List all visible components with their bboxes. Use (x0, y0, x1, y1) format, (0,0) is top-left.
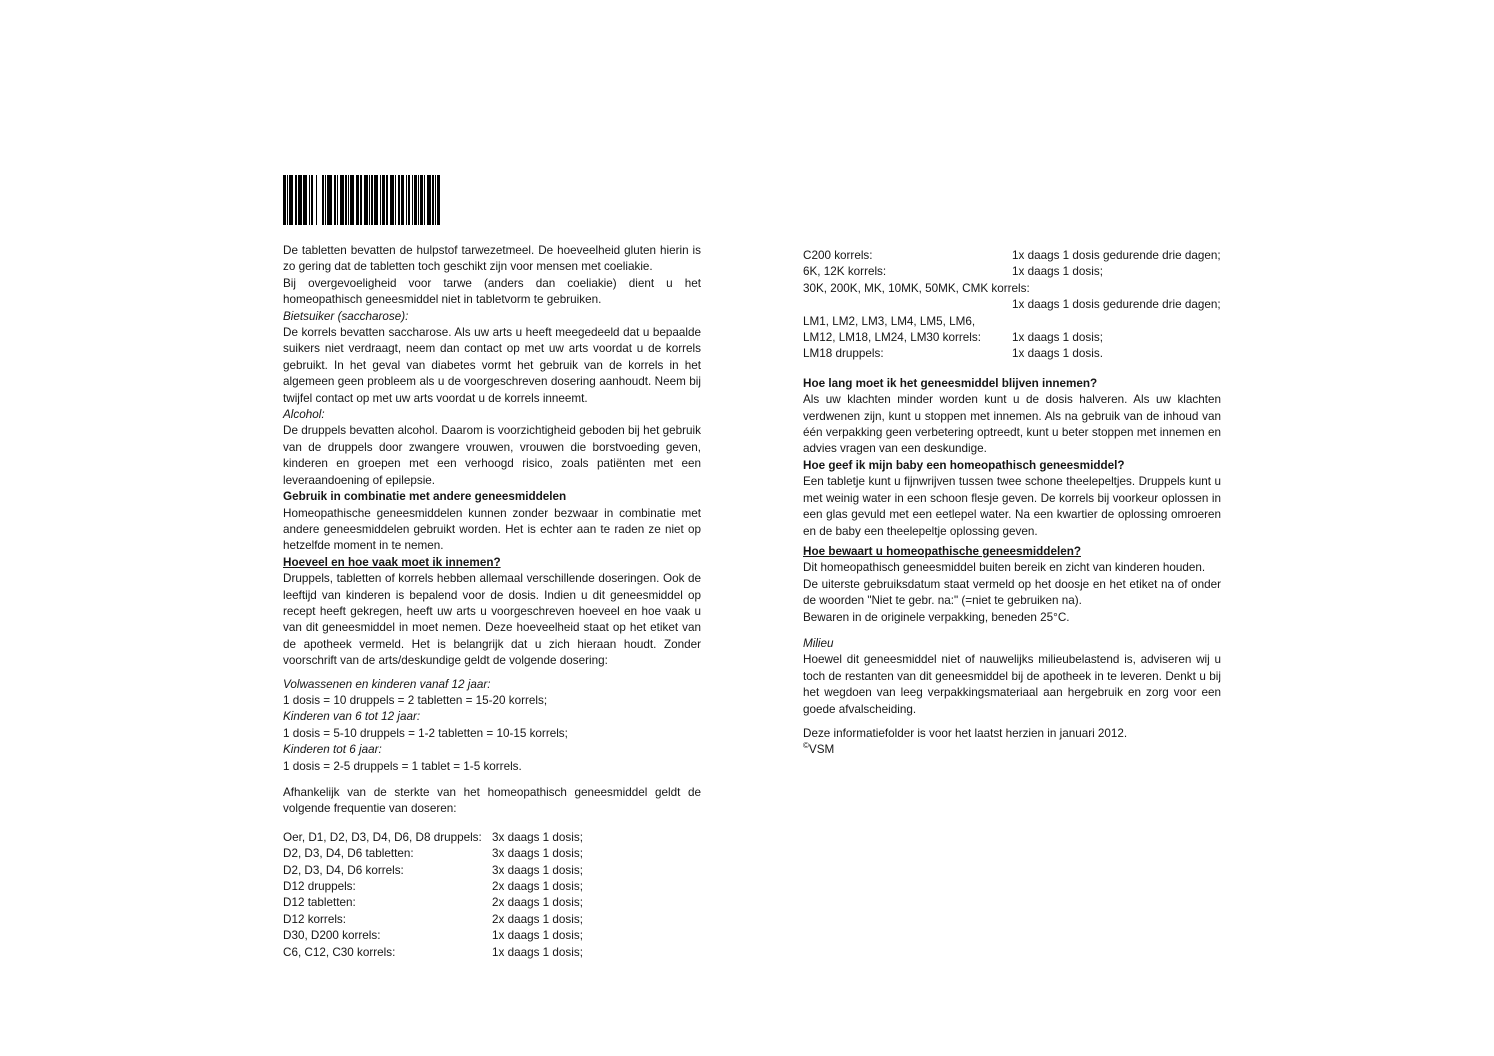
dose-row (803, 314, 1221, 330)
dose-value: 2x daags 1 dosis; (492, 880, 583, 894)
dose-row (283, 846, 701, 862)
left-column (283, 175, 701, 961)
age-group-label: Kinderen van 6 tot 12 jaar: (283, 710, 421, 724)
dose-value: 1x daags 1 dosis; (492, 945, 583, 959)
dose-value: 3x daags 1 dosis; (492, 847, 583, 861)
section-heading-hoelang: Hoe lang moet ik het geneesmiddel blijven innemen? (803, 376, 1098, 390)
dose-row (803, 248, 1221, 264)
dose-row (283, 928, 701, 944)
dose-row (283, 830, 701, 846)
dose-label: C200 korrels: (803, 249, 873, 262)
subheading-milieu: Milieu (803, 636, 834, 650)
age-group-label: Kinderen tot 6 jaar: (283, 743, 382, 757)
dose-row (803, 264, 1221, 280)
dose-row (283, 945, 701, 961)
dose-value: 1x daags 1 dosis; (1012, 331, 1103, 345)
subheading-bietsuiker: Bietsuiker (saccharose): (283, 309, 409, 323)
para-bewaren-1: Dit homeopathisch geneesmiddel buiten bereik en zicht van kinderen houden. (803, 561, 1206, 575)
dose-label: LM1, LM2, LM3, LM4, LM5, LM6, (803, 314, 976, 328)
barcode-icon (283, 175, 445, 225)
age-group-dose: 1 dosis = 5-10 druppels = 1-2 tabletten = 10-15 korrels; (283, 726, 568, 740)
para-hoelang: Als uw klachten minder worden kunt u de dosis halveren. Als uw klachten verdwenen zijn, kunt u stoppen met innemen. Als na gebruik van de inhoud van één verpakking geen verbetering optreedt, kunt u beter stoppen met innemen en advies vragen van een deskundige. (803, 393, 1221, 456)
dose-row (283, 879, 701, 895)
dose-label: 6K, 12K korrels: (803, 265, 887, 279)
dose-value (1012, 314, 1221, 330)
para-combinatie: Homeopathische geneesmiddelen kunnen zonder bezwaar in combinatie met andere geneesmiddelen gebruikt worden. Het is echter aan te raden ze niet op hetzelfde moment in te nemen. (283, 506, 701, 553)
revision-note: Deze informatiefolder is voor het laatst herzien in januari 2012. (803, 726, 1128, 740)
dose-label: D2, D3, D4, D6 korrels: (283, 863, 404, 877)
dose-row (803, 297, 1221, 313)
age-group-dose: 1 dosis = 2-5 druppels = 1 tablet = 1-5 korrels. (283, 759, 522, 773)
section-heading-bewaren: Hoe bewaart u homeopathische geneesmiddelen? (803, 544, 1081, 558)
subheading-alcohol: Alcohol: (283, 408, 325, 422)
dose-value: 1x daags 1 dosis; (492, 929, 583, 943)
dose-value: 2x daags 1 dosis; (492, 896, 583, 910)
dose-label: D12 tabletten: (283, 896, 356, 910)
dose-row (283, 912, 701, 928)
para-milieu: Hoewel dit geneesmiddel niet of nauwelijks milieubelastend is, adviseren wij u toch de restanten van dit geneesmiddel bij de apotheek in te leveren. Denkt u bij het wegdoen van leeg verpakkingsmateriaal aan hergebruik en zorg voor een goede afvalscheiding. (803, 653, 1221, 716)
dose-row (283, 863, 701, 879)
para-alcohol: De druppels bevatten alcohol. Daarom is voorzichtigheid geboden bij het gebruik van de druppels door zwangere vrouwen, vrouwen die borstvoeding geven, kinderen en groepen met een verhoogd risico, zoals patiënten met een leveraandoening of epilepsie. (283, 424, 701, 487)
dose-label: D2, D3, D4, D6 tabletten: (283, 847, 414, 861)
dose-table-right (803, 248, 1221, 363)
dose-label: D30, D200 korrels: (283, 929, 381, 943)
dose-value: 3x daags 1 dosis; (492, 863, 583, 877)
para-gluten-2: Bij overgevoeligheid voor tarwe (anders dan coeliakie) dient u het homeopathisch geneesmiddel niet in tabletvorm te gebruiken. (283, 276, 701, 307)
dose-value: 1x daags 1 dosis. (1012, 347, 1103, 361)
dose-label: LM18 druppels: (803, 347, 884, 361)
section-heading-hoeveel: Hoeveel en hoe vaak moet ik innemen? (283, 555, 501, 569)
right-column (803, 248, 1221, 759)
dose-row (803, 330, 1221, 346)
para-gluten-1: De tabletten bevatten de hulpstof tarwezetmeel. De hoeveelheid gluten hierin is zo gering dat de tabletten toch geschikt zijn voor mensen met coeliakie. (283, 244, 701, 274)
age-group-label: Volwassenen en kinderen vanaf 12 jaar: (283, 677, 491, 691)
para-bewaren-2: De uiterste gebruiksdatum staat vermeld op het doosje en het etiket na of onder de woorden "Niet te gebr. na:" (=niet te gebruiken na). (803, 577, 1221, 608)
dose-label: C6, C12, C30 korrels: (283, 945, 396, 959)
dose-value: 3x daags 1 dosis; (492, 830, 583, 844)
dose-value (1030, 281, 1221, 297)
dose-row (803, 346, 1221, 362)
dose-row (283, 895, 701, 911)
para-hoeveel: Druppels, tabletten of korrels hebben allemaal verschillende doseringen. Ook de leeftijd van kinderen is bepalend voor de dosis. Indien u dit geneesmiddel op recept heeft gekregen, heeft uw arts u voorgeschreven hoeveel en hoe vaak u van dit geneesmiddel in moet nemen. Deze hoeveelheid staat op het etiket van de apotheek vermeld. Het is belangrijk dat u zich hieraan houdt. Zonder voorschrift van de arts/deskundige geldt de volgende dosering: (283, 572, 701, 668)
dose-label: D12 druppels: (283, 880, 356, 894)
age-group-dose: 1 dosis = 10 druppels = 2 tabletten = 15-20 korrels; (283, 693, 548, 707)
dose-value: 1x daags 1 dosis; (1012, 265, 1103, 279)
dose-value: 1x daags 1 dosis gedurende drie dagen; (1012, 298, 1221, 312)
dose-label: D12 korrels: (283, 912, 347, 926)
dose-label: Oer, D1, D2, D3, D4, D6, D8 druppels: (283, 830, 482, 844)
section-heading-baby: Hoe geef ik mijn baby een homeopathisch geneesmiddel? (803, 458, 1125, 472)
para-frequentie-intro: Afhankelijk van de sterkte van het homeopathisch geneesmiddel geldt de volgende frequentie van doseren: (283, 786, 701, 816)
dose-label: LM12, LM18, LM24, LM30 korrels: (803, 331, 981, 345)
para-baby: Een tabletje kunt u fijnwrijven tussen twee schone theelepeltjes. Druppels kunt u met weinig water in een schoon flesje geven. De korrels bij voorkeur oplossen in een glas gevuld met een eetlepel water. Na een kwartier de oplossing omroeren en de baby een theelepeltje oplossing geven. (803, 475, 1221, 538)
copyright-brand: VSM (808, 743, 835, 757)
copyright-line (803, 742, 1221, 758)
dose-label: 30K, 200K, MK, 10MK, 50MK, CMK korrels: (803, 281, 1030, 295)
copyright-symbol: © (803, 741, 809, 751)
dose-value: 2x daags 1 dosis; (492, 912, 583, 926)
dose-row (803, 281, 1221, 297)
dose-label (803, 297, 1012, 313)
para-bietsuiker: De korrels bevatten saccharose. Als uw arts u heeft meegedeeld dat u bepaalde suikers niet verdraagt, neem dan contact op met uw arts voordat u de korrels gebruikt. In het geval van diabetes vormt het gebruik van de korrels in het algemeen geen probleem als u de voorgeschreven dosering aanhoudt. Neem bij twijfel contact op met uw arts voordat u de korrels inneemt. (283, 326, 701, 405)
dose-table-left (283, 830, 701, 961)
dose-value: 1x daags 1 dosis gedurende drie dagen; (1012, 249, 1221, 262)
para-bewaren-3: Bewaren in de originele verpakking, beneden 25°C. (803, 610, 1070, 624)
section-heading-combinatie: Gebruik in combinatie met andere geneesmiddelen (283, 490, 567, 504)
